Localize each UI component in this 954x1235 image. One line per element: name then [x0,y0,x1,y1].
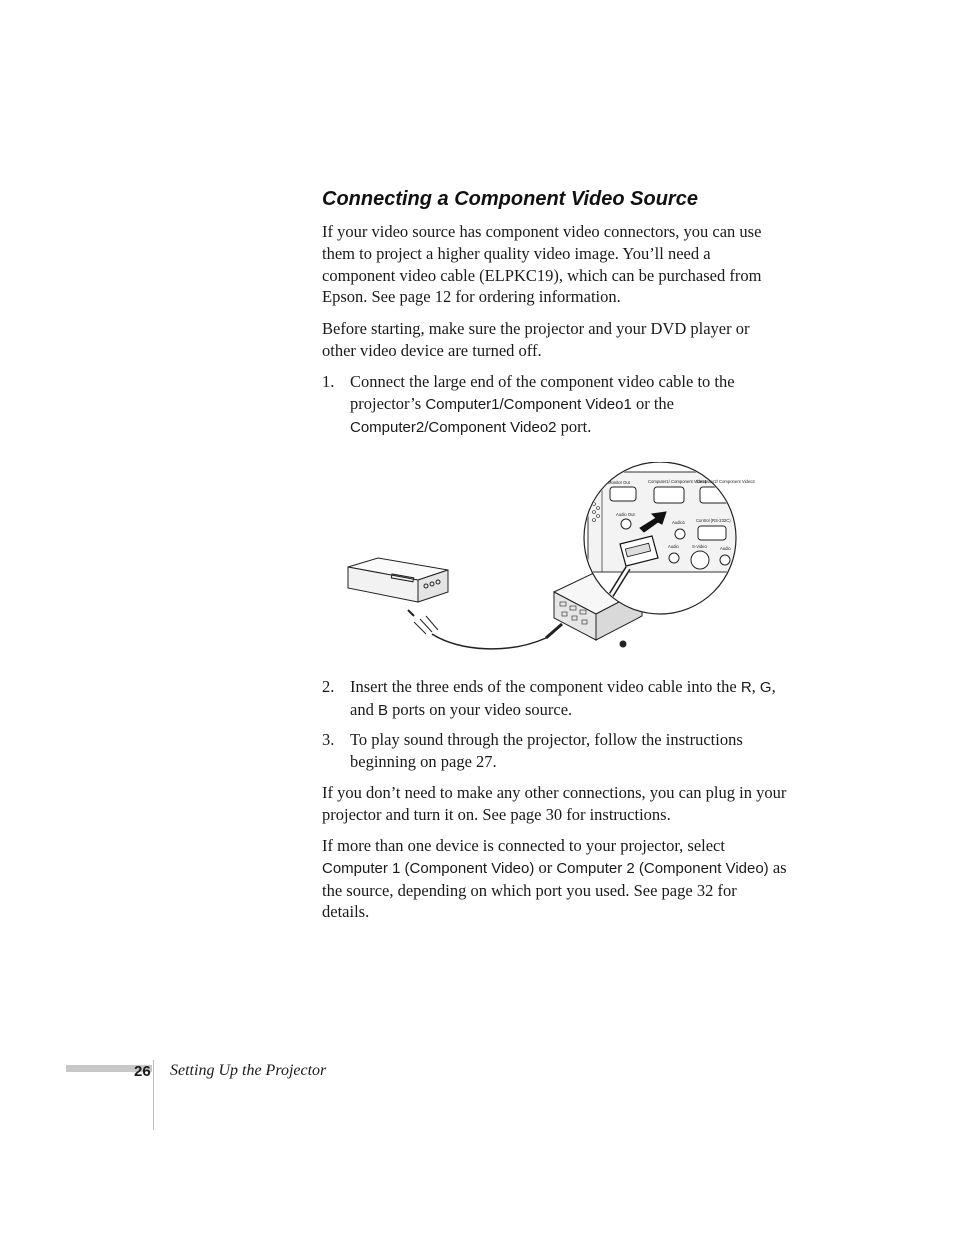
step-text: Connect the large end of the component video cable to the projector’s Computer1/Component Video1 or the Computer2/Component Video2 port. [350,372,735,436]
step-number: 3. [322,730,335,749]
magnified-port-view [584,462,760,614]
step-number: 2. [322,677,335,696]
source-name: Computer 2 (Component Video) [556,859,769,877]
step-number: 1. [322,372,335,391]
label-audio: Audio [668,544,679,549]
port-name: Computer1/Component Video1 [425,395,632,413]
label-s-video: S-Video [692,544,707,549]
before-starting-paragraph: Before starting, make sure the projector and your DVD player or other video device are turned off. [322,319,750,360]
port-r: R [740,679,752,696]
rca-plugs [408,610,438,634]
step-text: To play sound through the projector, follow the instructions beginning on page 27. [350,730,743,771]
source-selection-paragraph: If more than one device is connected to your projector, select Computer 1 (Component Video) or Computer 2 (Component Video) as the source, depending on which port you used. See page 32 for details. [322,836,787,922]
page-number: 26 [134,1063,151,1080]
port-g: G [759,679,772,696]
step-text: Insert the three ends of the component video cable into the R, G, and B ports on your video source. [350,677,776,719]
component-cable [432,634,546,649]
label-audio-out: Audio Out [616,512,635,517]
label-audio1: Audio1 [672,520,686,525]
intro-paragraph: If your video source has component video connectors, you can use them to project a higher quality video image. You’ll need a component video cable (ELPKC19), which can be purchased from Epson. See page 12 for ordering information. [322,222,762,307]
footer-divider [153,1060,154,1130]
source-name: Computer 1 (Component Video) [322,859,535,877]
port-name: Computer2/Component Video2 [350,418,557,436]
label-computer2: Computer2/ Component Video2 [696,479,755,484]
no-other-connections-paragraph: If you don’t need to make any other connections, you can plug in your projector and turn it on. See page 30 for instructions. [322,783,787,824]
connection-illustration [340,462,760,662]
label-audio-r: Audio [720,546,731,551]
port-b: B [377,701,388,719]
label-monitor-out: Monitor Out [608,480,630,485]
chapter-title: Setting Up the Projector [170,1062,327,1079]
section-heading: Connecting a Component Video Source [322,188,698,210]
label-control: Control (RS-232C) [696,518,731,523]
video-source-device [348,558,448,602]
label-computer1: Computer1/ Component Video1 [648,479,707,484]
